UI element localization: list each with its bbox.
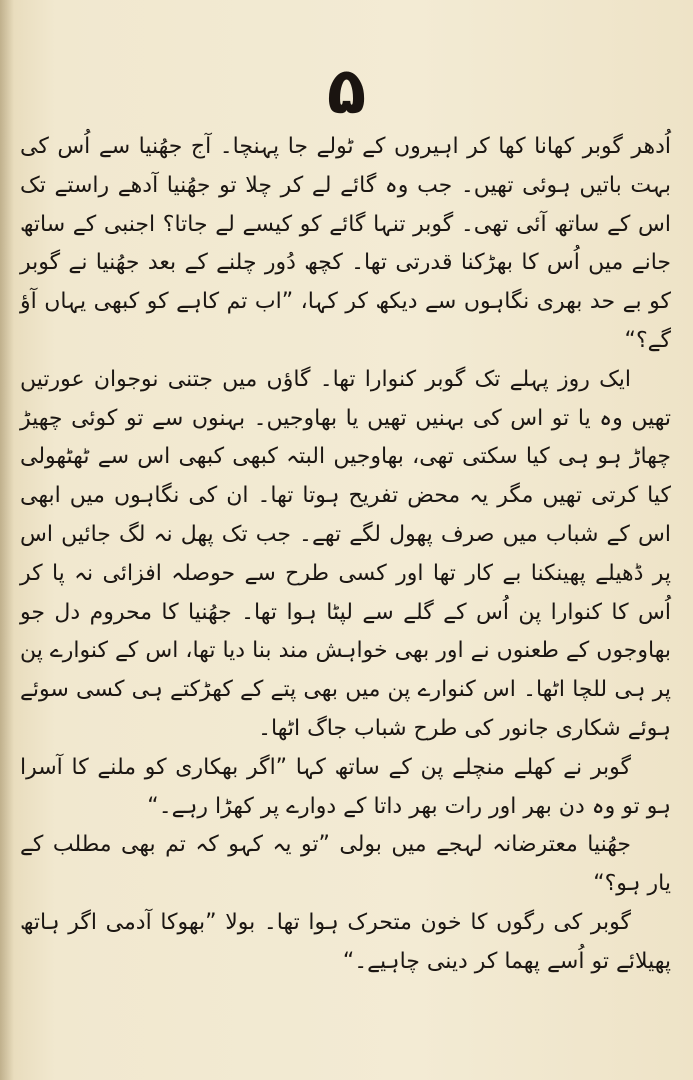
paragraph-3: گوبر نے کھلے منچلے پن کے ساتھ کہا ”اگر بھکاری کو ملنے کا آسرا ہو تو وہ دن بھر اور رات بھر داتا کے دوارے پر کھڑا رہے۔“	[20, 754, 671, 819]
page-edge-shadow	[0, 0, 14, 1080]
chapter-number: ۵	[326, 55, 367, 129]
paragraph-5: گوبر کی رگوں کا خون متحرک ہوا تھا۔ بولا ”بھوکا آدمی اگر ہاتھ پھیلائے تو اُسے پھما کر دینی چاہیے۔“	[20, 909, 671, 974]
chapter-body	[20, 128, 671, 982]
paragraph-4: جھُنیا معترضانہ لہجے میں بولی ”تو یہ کہو کہ تم بھی مطلب کے یار ہو؟“	[20, 832, 671, 897]
paragraph-1: اُدھر گوبر کھانا کھا کر اہیروں کے ٹولے جا پہنچا۔ آج جھُنیا سے اُس کی بہت باتیں ہوئی تھیں۔ جب وہ گائے لے کر چلا تو جھُنیا آدھے راستے تک اس کے ساتھ آئی تھی۔ گوبر تنہا گائے کو کیسے لے جاتا؟ اجنبی کے ساتھ جانے میں اُس کا بھڑکنا قدرتی تھا۔ کچھ دُور چلنے کے بعد جھُنیا نے گوبر کو بے حد بھری نگاہوں سے دیکھ کر کہا، ”اب تم کاہے کو کبھی یہاں آؤ گے؟“	[20, 134, 671, 353]
paragraph-2: ایک روز پہلے تک گوبر کنوارا تھا۔ گاؤں میں جتنی نوجوان عورتیں تھیں وہ یا تو اس کی بہنیں تھیں یا بھاوجیں۔ بہنوں سے تو کوئی چھیڑ چھاڑ ہو ہی کیا سکتی تھی، بھاوجیں البتہ کبھی کبھی اس سے ٹھٹھولی کیا کرتی تھیں مگر یہ محض تفریح ہوتا تھا۔ ان کی نگاہوں میں ابھی اس کے شباب میں صرف پھول لگے تھے۔ جب تک پھل نہ لگ جائیں اس پر ڈھیلے پھینکنا بے کار تھا اور کسی طرح سے حوصلہ افزائی نہ پا کر اُس کا کنوارا پن اُس کے گلے سے لپٹا ہوا تھا۔ جھُنیا کا محروم دل جو بھاوجوں کے طعنوں نے اور بھی خواہش مند بنا دیا تھا، اس کے کنوارے پن پر ہی للچا اٹھا۔ اس کنوارے پن میں بھی پتے کے کھڑکتے ہی کسی سوئے ہوئے شکاری جانور کی طرح شباب جاگ اٹھا۔	[20, 366, 671, 741]
